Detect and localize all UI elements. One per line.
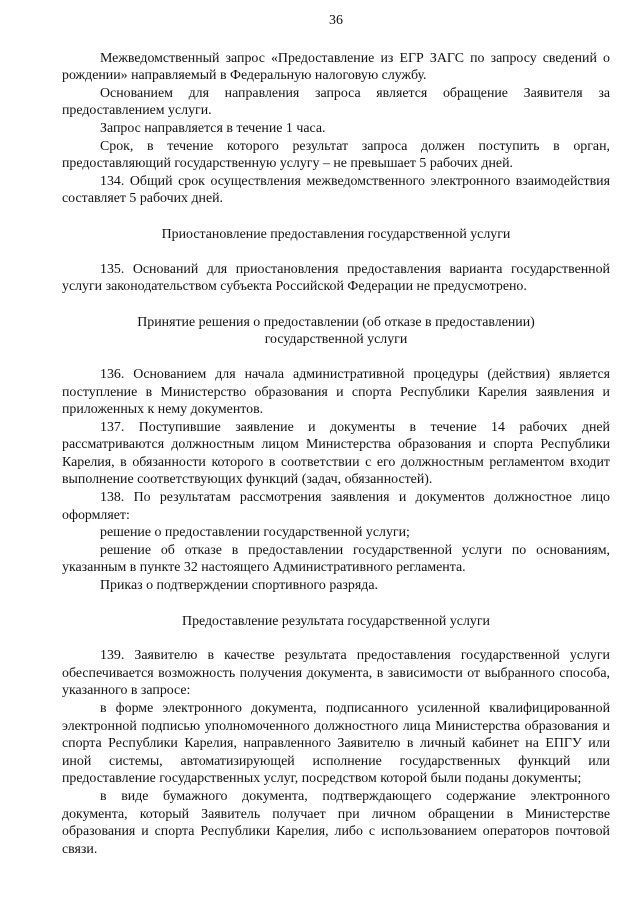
paragraph: 135. Оснований для приостановления предоставления варианта государственной услуги законодательством субъекта Российской Федерации не предусмотрено. xyxy=(62,261,610,295)
paragraph: в виде бумажного документа, подтверждающего содержание электронного документа, который Заявитель получает при личном обращении в Министерстве образования и спорта Республики Карелия, либо с использованием операторов почтовой связи. xyxy=(62,788,610,857)
paragraph: 139. Заявителю в качестве результата предоставления государственной услуги обеспечивается возможность получения документа, в зависимости от выбранного способа, указанного в запросе: xyxy=(62,648,610,699)
paragraph: Приказ о подтверждении спортивного разряда. xyxy=(100,578,378,594)
paragraph: Срок, в течение которого результат запроса должен поступить в орган, предоставляющий государственную услугу – не превышает 5 рабочих дней. xyxy=(62,138,610,172)
page-number: 36 xyxy=(329,13,343,28)
paragraph: в форме электронного документа, подписанного усиленной квалифицированной электронной подписью уполномоченного должностного лица Министерства образования и спорта Республики Карелия, направленного Заявителю в личный кабинет на ЕПГУ или иной системы, автоматизирующей исполнение государственных функций или предоставление государственных услуг, посредством которой были поданы документы; xyxy=(62,701,610,787)
paragraph: Межведомственный запрос «Предоставление из ЕГР ЗАГС по запросу сведений о рождении» направляемый в Федеральную налоговую службу. xyxy=(62,50,610,84)
paragraph: решение об отказе в предоставлении государственной услуги по основаниям, указанным в пункте 32 настоящего Административного регламента. xyxy=(62,542,610,576)
paragraph: Запрос направляется в течение 1 часа. xyxy=(100,120,326,136)
section-heading: Принятие решения о предоставлении (об отказе в предоставлении) государственной услуги xyxy=(137,314,535,348)
section-heading: Приостановление предоставления государственной услуги xyxy=(161,226,511,242)
paragraph: 138. По результатам рассмотрения заявления и документов должностное лицо оформляет: xyxy=(62,490,610,523)
paragraph: 134. Общий срок осуществления межведомственного электронного взаимодействия составляет 5 рабочих дней. xyxy=(62,173,610,207)
paragraph: Основанием для направления запроса является обращение Заявителя за предоставлением услуги. xyxy=(62,85,610,119)
paragraph: решение о предоставлении государственной услуги; xyxy=(100,525,410,541)
paragraph: 137. Поступившие заявление и документы в течение 14 рабочих дней рассматриваются должностным лицом Министерства образования и спорта Республики Карелия, в обязанности которого в соответствии с его должностным регламентом входит выполнение соответствующих функций (задач, обязанностей). xyxy=(62,419,610,488)
paragraph: 136. Основанием для начала административной процедуры (действия) является поступление в Министерство образования и спорта Республики Карелия заявления и приложенных к нему документов. xyxy=(62,366,610,418)
section-heading: Предоставление результата государственной услуги xyxy=(182,613,490,629)
